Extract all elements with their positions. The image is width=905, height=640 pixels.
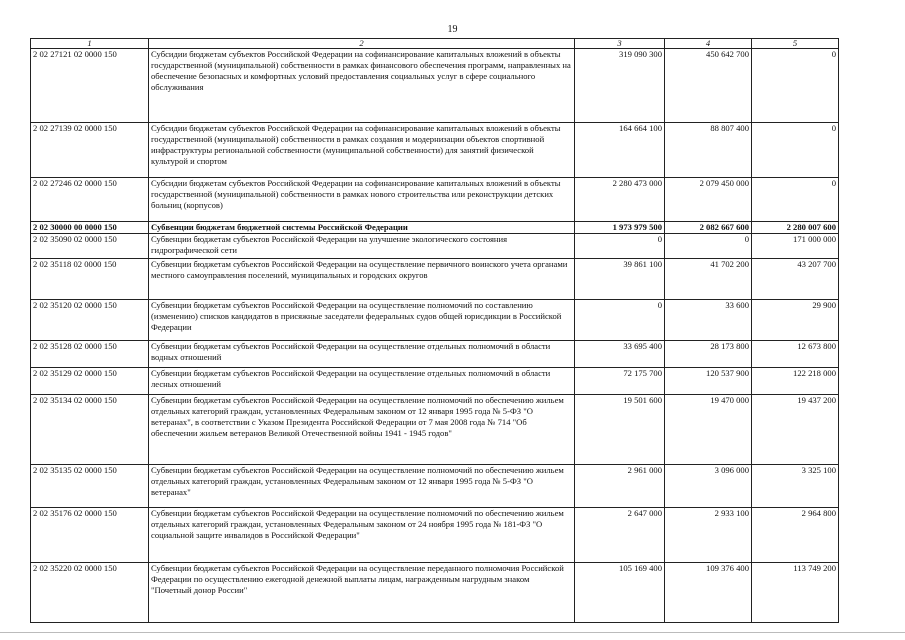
row-value-col3: 2 961 000	[575, 465, 665, 508]
row-name: Субсидии бюджетам субъектов Российской Федерации на софинансирование капитальных вложений в объекты государственной (муниципальной) собственности в рамках финансового обеспечения программ, направленных на обеспечение безопасных и комфортных условий предоставления социальных услуг в сфере социального обслуживания	[149, 49, 575, 123]
row-value-col3: 2 647 000	[575, 508, 665, 563]
row-value-col4: 33 600	[665, 300, 752, 341]
row-name: Субвенции бюджетам субъектов Российской Федерации на улучшение экологического состояния гидрографической сети	[149, 234, 575, 259]
column-header-4: 4	[665, 39, 752, 49]
row-name: Субвенции бюджетам субъектов Российской Федерации на осуществление полномочий по обеспечению жильем отдельных категорий граждан, установленных Федеральным законом от 12 января 1995 года № 5-ФЗ "О ветеранах"	[149, 465, 575, 508]
column-header-2: 2	[149, 39, 575, 49]
row-value-col5: 2 280 007 600	[752, 222, 839, 234]
row-name: Субвенции бюджетам субъектов Российской Федерации на осуществление отдельных полномочий в области водных отношений	[149, 341, 575, 368]
table-row	[31, 341, 839, 368]
row-value-col5: 0	[752, 178, 839, 222]
row-value-col5: 0	[752, 49, 839, 123]
row-code: 2 02 27121 02 0000 150	[31, 49, 149, 123]
row-value-col5: 12 673 800	[752, 341, 839, 368]
page-edge-divider	[0, 632, 905, 633]
row-value-col5: 19 437 200	[752, 395, 839, 465]
row-code: 2 02 27246 02 0000 150	[31, 178, 149, 222]
row-name: Субсидии бюджетам субъектов Российской Федерации на софинансирование капитальных вложений в объекты государственной (муниципальной) собственности в рамках нового строительства или реконструкции детских больниц (корпусов)	[149, 178, 575, 222]
row-value-col5: 3 325 100	[752, 465, 839, 508]
row-value-col5: 2 964 800	[752, 508, 839, 563]
table-row	[31, 368, 839, 395]
column-header-5: 5	[752, 39, 839, 49]
budget-table	[30, 38, 839, 623]
row-value-col4: 109 376 400	[665, 563, 752, 623]
row-value-col3: 72 175 700	[575, 368, 665, 395]
row-name: Субвенции бюджетам бюджетной системы Российской Федерации	[149, 222, 575, 234]
table-row	[31, 508, 839, 563]
table-row-total	[31, 222, 839, 234]
row-value-col3: 33 695 400	[575, 341, 665, 368]
row-value-col3: 164 664 100	[575, 123, 665, 178]
row-value-col5: 43 207 700	[752, 259, 839, 300]
row-name: Субвенции бюджетам субъектов Российской Федерации на осуществление полномочий по составлению (изменению) списков кандидатов в присяжные заседатели федеральных судов общей юрисдикции в Российской Федерации	[149, 300, 575, 341]
table-row	[31, 395, 839, 465]
table-row	[31, 234, 839, 259]
table-row	[31, 259, 839, 300]
table-row	[31, 300, 839, 341]
row-name: Субвенции бюджетам субъектов Российской Федерации на осуществление полномочий по обеспечению жильем отдельных категорий граждан, установленных Федеральным законом от 12 января 1995 года № 5-ФЗ "О ветеранах", в соответствии с Указом Президента Российской Федерации от 7 мая 2008 года № 714 "Об обеспечении жильем ветеранов Великой Отечественной войны 1941 - 1945 годов"	[149, 395, 575, 465]
row-value-col4: 19 470 000	[665, 395, 752, 465]
row-code: 2 02 30000 00 0000 150	[31, 222, 149, 234]
row-code: 2 02 35129 02 0000 150	[31, 368, 149, 395]
table-row	[31, 49, 839, 123]
row-value-col3: 319 090 300	[575, 49, 665, 123]
table-row	[31, 123, 839, 178]
row-code: 2 02 35220 02 0000 150	[31, 563, 149, 623]
row-value-col4: 28 173 800	[665, 341, 752, 368]
table-row	[31, 465, 839, 508]
row-code: 2 02 35128 02 0000 150	[31, 341, 149, 368]
row-name: Субвенции бюджетам субъектов Российской Федерации на осуществление полномочий по обеспечению жильем отдельных категорий граждан, установленных Федеральным законом от 24 ноября 1995 года № 181-ФЗ "О социальной защите инвалидов в Российской Федерации"	[149, 508, 575, 563]
row-name: Субсидии бюджетам субъектов Российской Федерации на софинансирование капитальных вложений в объекты государственной (муниципальной) собственности в рамках создания и модернизации объектов спортивной инфраструктуры региональной собственности (муниципальной собственности) для занятий физической культурой и спортом	[149, 123, 575, 178]
row-code: 2 02 35090 02 0000 150	[31, 234, 149, 259]
row-name: Субвенции бюджетам субъектов Российской Федерации на осуществление отдельных полномочий в области лесных отношений	[149, 368, 575, 395]
row-value-col5: 122 218 000	[752, 368, 839, 395]
page-number: 19	[447, 24, 458, 35]
row-value-col4: 88 807 400	[665, 123, 752, 178]
row-value-col5: 29 900	[752, 300, 839, 341]
row-value-col3: 0	[575, 234, 665, 259]
row-value-col4: 120 537 900	[665, 368, 752, 395]
row-value-col5: 0	[752, 123, 839, 178]
row-name: Субвенции бюджетам субъектов Российской Федерации на осуществление переданного полномочия Российской Федерации по осуществлению ежегодной денежной выплаты лицам, награжденным нагрудным знаком "Почетный донор России"	[149, 563, 575, 623]
row-value-col4: 2 082 667 600	[665, 222, 752, 234]
row-name: Субвенции бюджетам субъектов Российской Федерации на осуществление первичного воинского учета органами местного самоуправления поселений, муниципальных и городских округов	[149, 259, 575, 300]
row-value-col3: 1 973 979 500	[575, 222, 665, 234]
row-code: 2 02 27139 02 0000 150	[31, 123, 149, 178]
row-code: 2 02 35118 02 0000 150	[31, 259, 149, 300]
table-row	[31, 563, 839, 623]
row-value-col4: 41 702 200	[665, 259, 752, 300]
row-value-col3: 105 169 400	[575, 563, 665, 623]
row-code: 2 02 35134 02 0000 150	[31, 395, 149, 465]
row-value-col3: 39 861 100	[575, 259, 665, 300]
row-code: 2 02 35176 02 0000 150	[31, 508, 149, 563]
row-value-col4: 2 933 100	[665, 508, 752, 563]
row-value-col5: 171 000 000	[752, 234, 839, 259]
header-row	[31, 39, 839, 49]
column-header-3: 3	[575, 39, 665, 49]
row-value-col4: 450 642 700	[665, 49, 752, 123]
row-value-col4: 2 079 450 000	[665, 178, 752, 222]
row-value-col3: 0	[575, 300, 665, 341]
row-value-col4: 3 096 000	[665, 465, 752, 508]
row-value-col4: 0	[665, 234, 752, 259]
row-code: 2 02 35120 02 0000 150	[31, 300, 149, 341]
row-value-col3: 19 501 600	[575, 395, 665, 465]
row-value-col3: 2 280 473 000	[575, 178, 665, 222]
row-code: 2 02 35135 02 0000 150	[31, 465, 149, 508]
table-row	[31, 178, 839, 222]
column-header-1: 1	[31, 39, 149, 49]
row-value-col5: 113 749 200	[752, 563, 839, 623]
